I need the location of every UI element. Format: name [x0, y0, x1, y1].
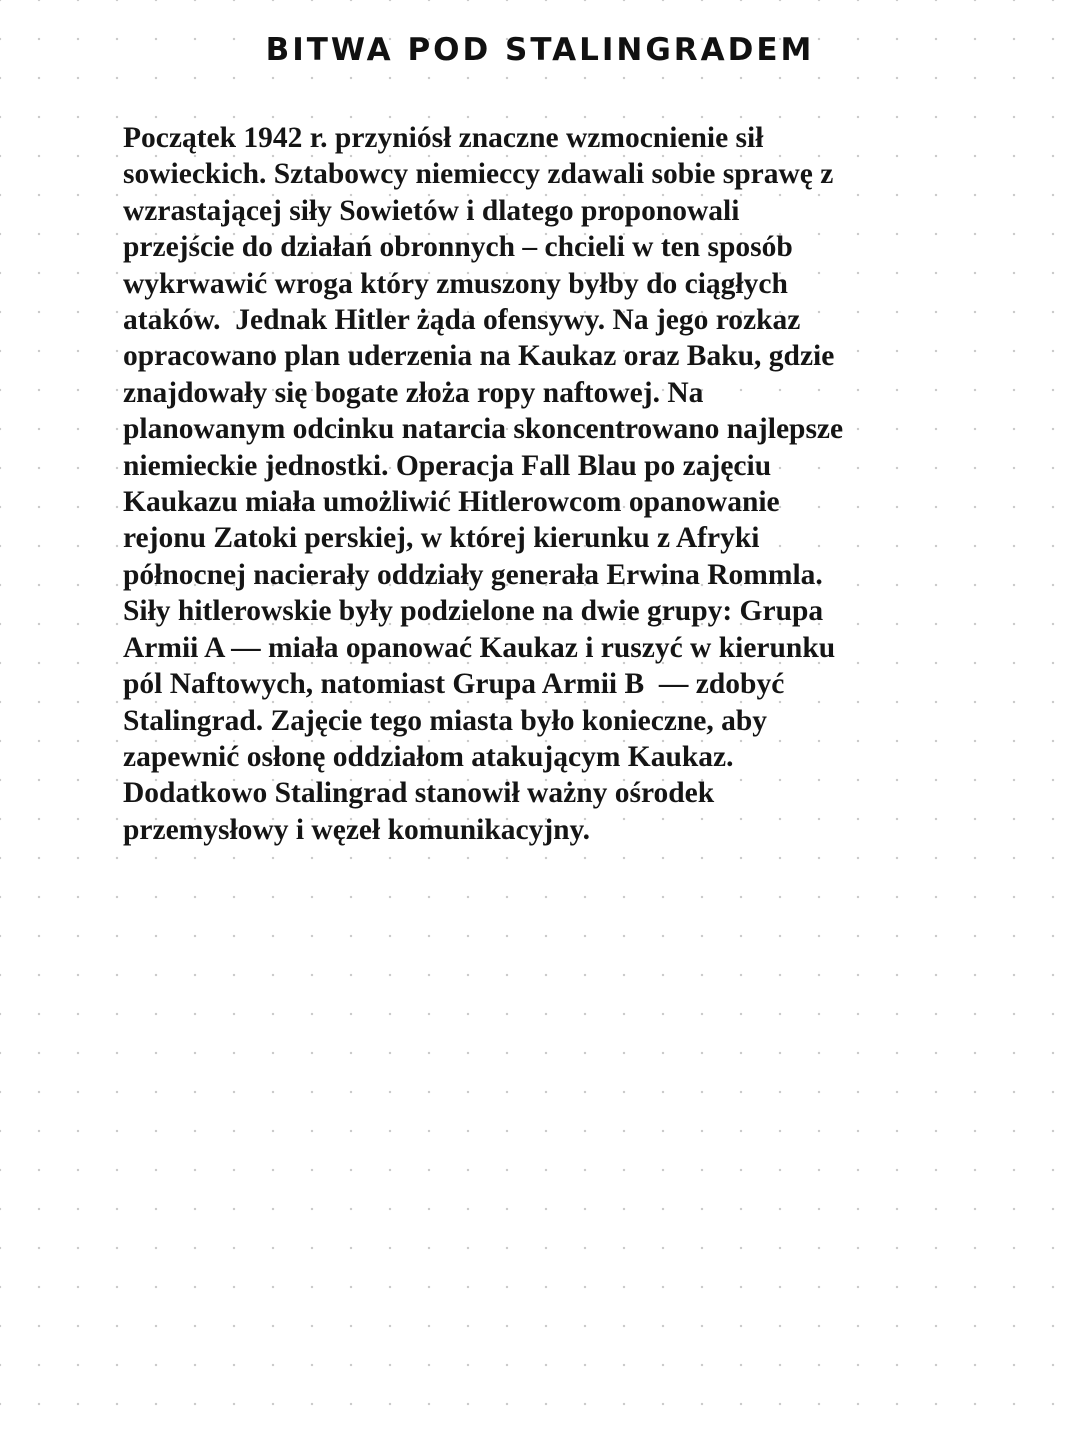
text-line: sowieckich. Sztabowcy niemieccy zdawali sobie sprawę z	[123, 158, 834, 191]
text-line: ataków. Jednak Hitler żąda ofensywy. Na jego rozkaz	[123, 304, 801, 337]
text-line: niemieckie jednostki. Operacja Fall Blau po zajęciu	[123, 449, 772, 482]
text-line: Stalingrad. Zajęcie tego miasta było konieczne, aby	[123, 704, 768, 737]
text-line: wykrwawić wroga który zmuszony byłby do ciągłych	[123, 267, 788, 300]
text-line: Kaukazu miała umożliwić Hitlerowcom opanowanie	[123, 486, 780, 519]
text-line: Dodatkowo Stalingrad stanowił ważny ośrodek	[123, 777, 715, 810]
body-text	[123, 120, 843, 848]
text-line: wzrastającej siły Sowietów i dlatego proponowali	[123, 194, 740, 227]
text-line: opracowano plan uderzenia na Kaukaz oraz Baku, gdzie	[123, 340, 835, 373]
text-line: Armii A — miała opanować Kaukaz i ruszyć w kierunku	[123, 631, 836, 664]
text-line: zapewnić osłonę oddziałom atakującym Kaukaz.	[123, 740, 734, 773]
text-line: rejonu Zatoki perskiej, w której kierunku z Afryki	[123, 522, 760, 555]
text-line: Początek 1942 r. przyniósł znaczne wzmocnienie sił	[123, 122, 764, 154]
text-line: przejście do działań obronnych – chcieli w ten sposób	[123, 231, 793, 264]
text-line: Siły hitlerowskie były podzielone na dwie grupy: Grupa	[123, 595, 824, 628]
text-line: planowanym odcinku natarcia skoncentrowano najlepsze	[123, 413, 844, 446]
text-line: pól Naftowych, natomiast Grupa Armii B — zdobyć	[123, 668, 785, 701]
text-line: północnej nacierały oddziały generała Erwina Rommla.	[123, 558, 823, 591]
text-line: znajdowały się bogate złoża ropy naftowej. Na	[123, 376, 704, 409]
text-line: przemysłowy i węzeł komunikacyjny.	[123, 813, 591, 846]
page-title: BITWA POD STALINGRADEM	[265, 32, 815, 68]
